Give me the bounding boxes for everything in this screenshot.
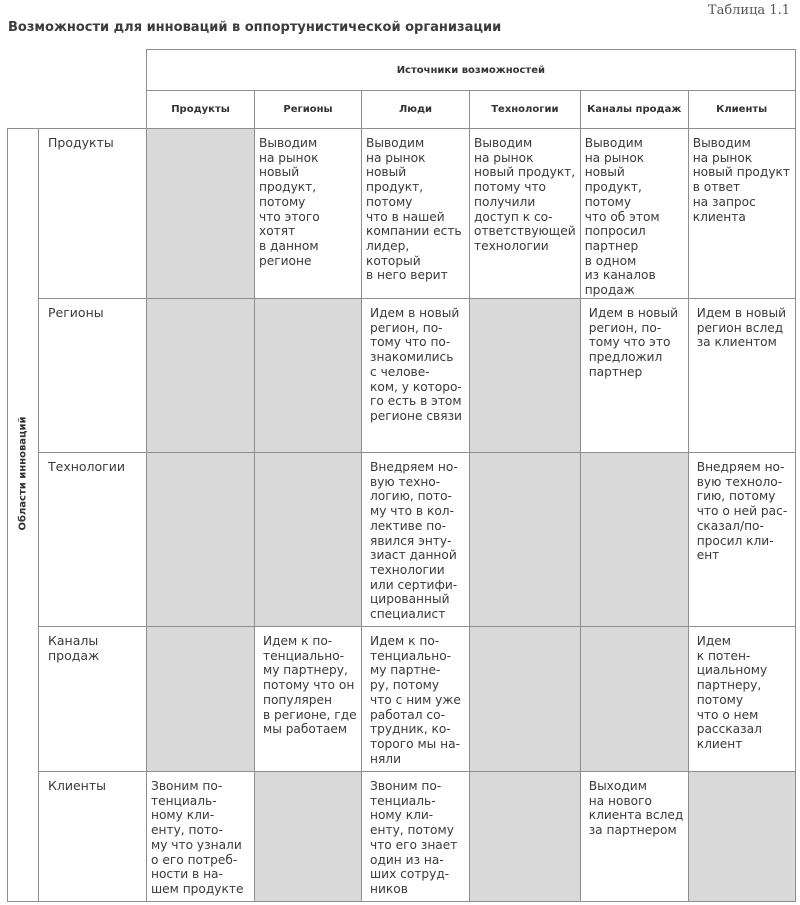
shaded-cell: [255, 299, 362, 453]
column-header: Регионы: [255, 91, 362, 129]
row-header: Продукты: [39, 129, 147, 299]
table-cell: Идем к по- тенциально- му партнеру, потому что он популярен в регионе, где мы работаем: [255, 627, 362, 772]
blank-corner-2: [8, 91, 147, 129]
column-header: Продукты: [147, 91, 255, 129]
side-header-label: Области инноваций: [17, 416, 29, 530]
table-cell: Идем к потен- циальному партнеру, потому что о нем рассказал клиент: [688, 627, 795, 772]
row-header: Каналы продаж: [39, 627, 147, 772]
column-header: Клиенты: [688, 91, 795, 129]
shaded-cell: [470, 627, 581, 772]
shaded-cell: [470, 453, 581, 627]
table-cell: Идем в новый регион, по- тому что это предложил партнер: [580, 299, 688, 453]
table-cell: Внедряем но- вую техноло- гию, потому что о ней рас- сказал/по- просил кли- ент: [688, 453, 795, 627]
shaded-cell: [470, 772, 581, 902]
shaded-cell: [688, 772, 795, 902]
page-title: Возможности для инноваций в оппортунистической организации: [8, 20, 502, 35]
shaded-cell: [147, 627, 255, 772]
shaded-cell: [580, 627, 688, 772]
column-header: Люди: [362, 91, 470, 129]
column-header: Каналы продаж: [580, 91, 688, 129]
table-number: Таблица 1.1: [707, 3, 790, 18]
sources-header: Источники возможностей: [147, 50, 796, 91]
row-header: Регионы: [39, 299, 147, 453]
table-cell: Идем к по- тенциально- му партне- ру, потому что с ним уже работал со- трудник, ко- торого мы на- няли: [362, 627, 470, 772]
opportunities-table: [7, 49, 796, 902]
table-cell: Звоним по- тенциаль- ному кли- енту, пото- му что узнали о его потреб- ности в на- шем продукте: [147, 772, 255, 902]
table-cell: Выводим на рынок новый продукт, потому что получили доступ к со- ответствующей технологии: [470, 129, 581, 299]
table-row: [8, 129, 796, 299]
shaded-cell: [147, 129, 255, 299]
table-row: [8, 299, 796, 453]
row-header: Технологии: [39, 453, 147, 627]
shaded-cell: [255, 453, 362, 627]
table-row: [8, 772, 796, 902]
table-cell: Идем в новый регион, по- тому что по- знакомились с челове- ком, у которо- го есть в этом регионе связи: [362, 299, 470, 453]
table-cell: Выходим на нового клиента вслед за партнером: [580, 772, 688, 902]
shaded-cell: [255, 772, 362, 902]
table-cell: Звоним по- тенциаль- ному кли- енту, потому что его знает один из на- ших сотруд- ников: [362, 772, 470, 902]
table-cell: Выводим на рынок новый продукт в ответ на запрос клиента: [688, 129, 795, 299]
table-cell: Выводим на рынок новый продукт, потому что в нашей компании есть лидер, который в него верит: [362, 129, 470, 299]
shaded-cell: [580, 453, 688, 627]
table-cell: Выводим на рынок новый продукт, потому что этого хотят в данном регионе: [255, 129, 362, 299]
side-header: [8, 129, 39, 902]
table-row: [8, 453, 796, 627]
blank-corner: [8, 50, 147, 91]
shaded-cell: [147, 453, 255, 627]
table-row: [8, 627, 796, 772]
table-cell: Идем в новый регион вслед за клиентом: [688, 299, 795, 453]
column-header: Технологии: [470, 91, 581, 129]
table-cell: Выводим на рынок новый продукт, потому что об этом попросил партнер в одном из каналов продаж: [580, 129, 688, 299]
shaded-cell: [470, 299, 581, 453]
table-cell: Внедряем но- вую техно- логию, пото- му что в кол- лективе по- явился энту- зиаст данной технологии или сертифи- цированный специалист: [362, 453, 470, 627]
row-header: Клиенты: [39, 772, 147, 902]
shaded-cell: [147, 299, 255, 453]
